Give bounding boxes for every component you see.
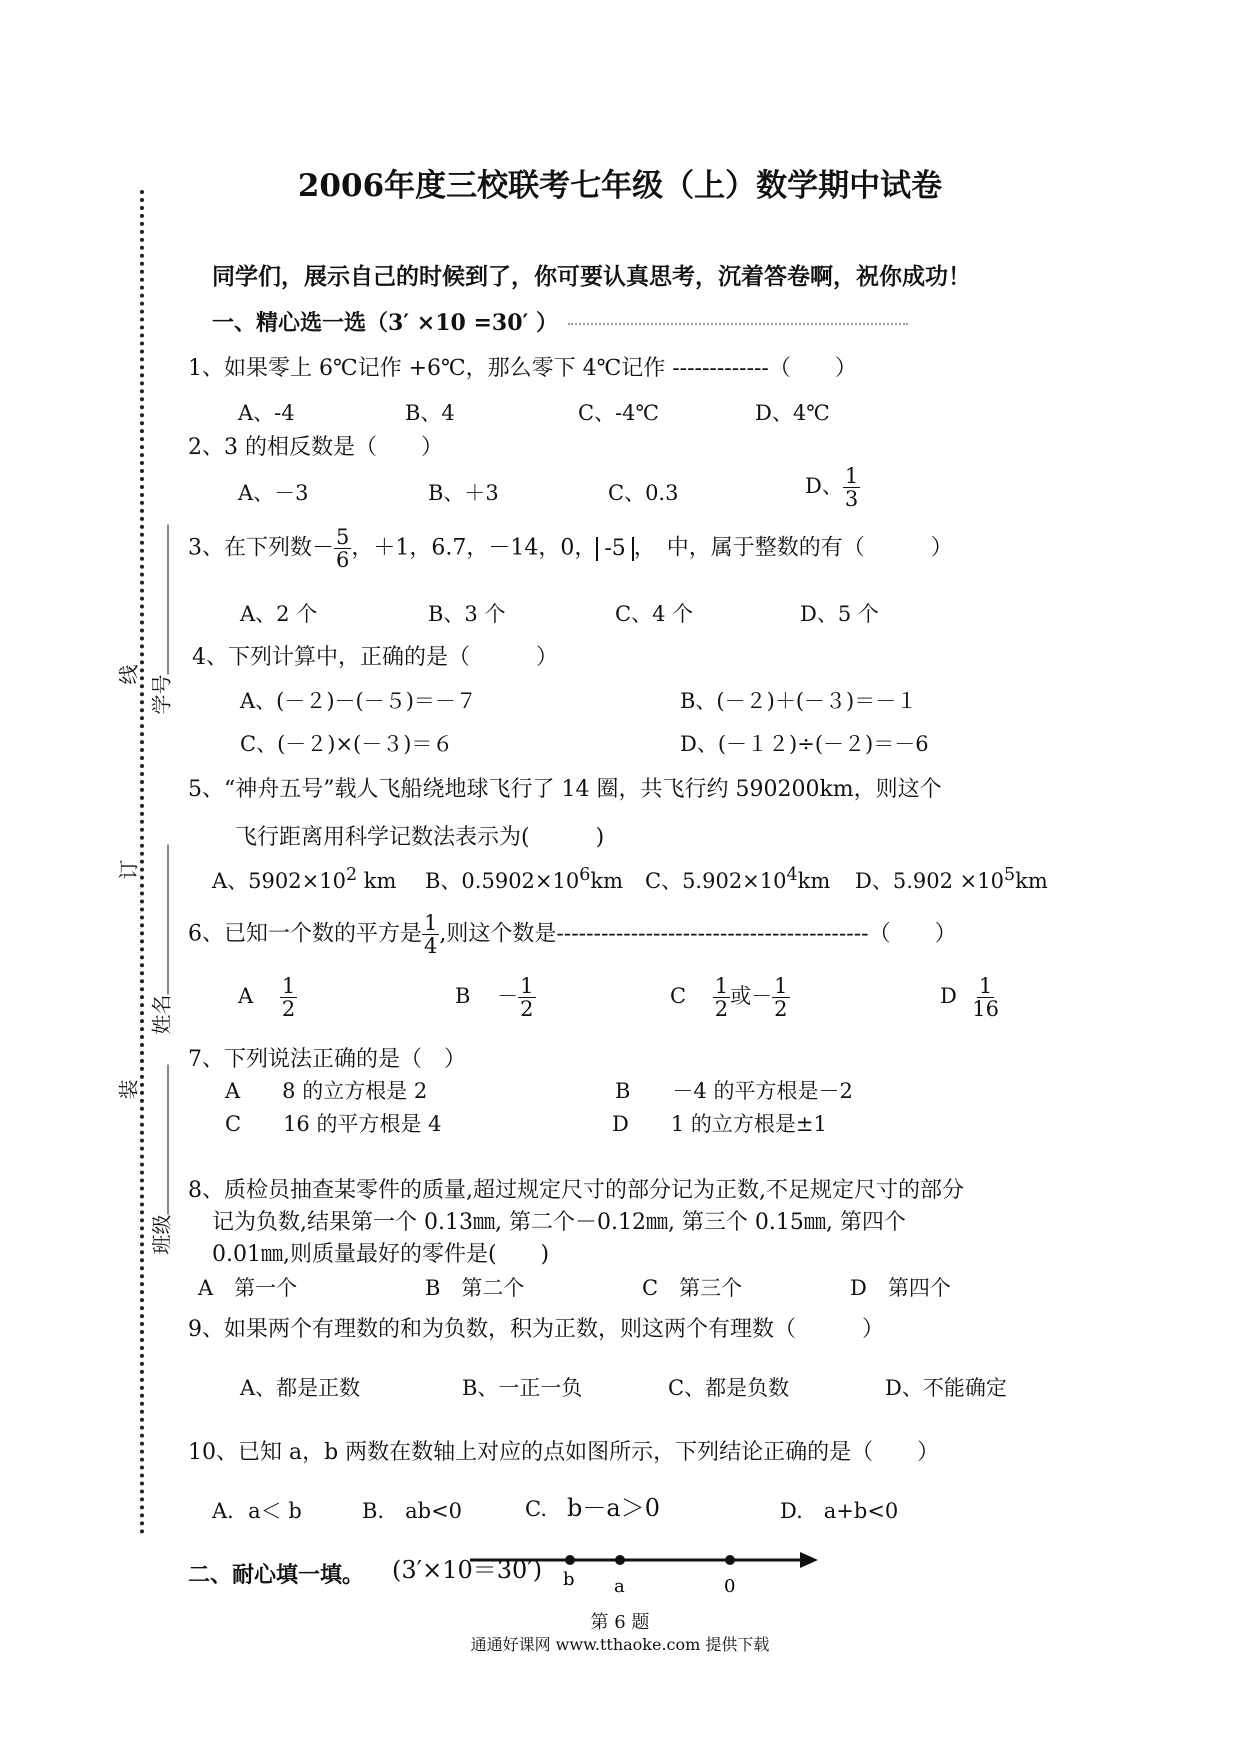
q6-option-a[interactable]: A $\frac{1}{2}$ [238,974,296,1022]
q3-option-d[interactable]: D、5 个 [800,602,879,626]
q9-option-b[interactable]: B、一正一负 [462,1376,583,1400]
q4-option-b[interactable]: B、(－２)＋(－３)＝－１ [680,689,918,713]
q8-option-d[interactable]: D 第四个 [850,1276,951,1300]
q5-option-d[interactable]: D、$5.902 \times 10^5km$ [855,865,1048,893]
q1-option-a[interactable]: A、-4 [238,401,295,425]
label-zero: 0 [724,1576,736,1597]
point-zero [725,1555,735,1565]
motto: 同学们，展示自己的时候到了，你可要认真思考，沉着答卷啊，祝你成功！ [212,263,971,290]
q10-option-a[interactable]: A．a＜ b [212,1499,302,1523]
question-2: 2、3 的相反数是（ ） [188,435,443,460]
class-label: 班级 [149,1214,174,1255]
q9-option-a[interactable]: A、都是正数 [240,1376,361,1400]
q7-option-c[interactable]: C 16 的平方根是 4 [225,1112,442,1136]
q4-option-d[interactable]: D、(－１２)÷(－２)＝－6 [680,732,929,756]
q2-option-c[interactable]: C、0.3 [608,481,679,505]
q1-option-c[interactable]: C、-4℃ [578,401,660,425]
point-b [565,1555,575,1565]
q6-option-c[interactable]: C $\frac{1}{2}$ 或－ $\frac{1}{2}$ [670,974,788,1022]
q7-option-b[interactable]: B －4 的平方根是－2 [615,1079,853,1103]
q2-option-a[interactable]: A、－3 [238,481,309,505]
number-line-arrow-icon [800,1552,818,1568]
number-line-figure [470,1530,820,1610]
q2-option-d[interactable]: D、 $\frac{1}{3}$ [805,464,859,512]
binding-label-xian: 线 [116,664,141,685]
q10-option-c[interactable]: C. b－a＞0 [525,1494,660,1522]
section-1-heading: 一、精心选一选（3′ ×10 =30′ ） [212,306,908,337]
question-9: 9、如果两个有理数的和为负数，积为正数，则这两个有理数（ ） [188,1317,884,1342]
q8-option-a[interactable]: A 第一个 [198,1276,298,1300]
label-a: a [614,1576,625,1597]
section-2-heading: 二、耐心填一填。 [188,1562,365,1588]
figure-caption: 第 6 题 [590,1612,650,1633]
student-name-field[interactable] [146,835,175,1035]
q7-option-a[interactable]: A 8 的立方根是 2 [225,1079,428,1103]
q1-option-d[interactable]: D、4℃ [755,401,830,425]
q5-option-a[interactable]: A、$5902\times 10^2$ km [212,865,397,893]
question-5-line-2: 飞行距离用科学记数法表示为( ) [235,825,605,850]
question-1: 1、如果零上 6℃记作 +6℃，那么零下 4℃记作 -------------（ ） [188,356,857,381]
question-10: 10、已知 a，b 两数在数轴上对应的点如图所示，下列结论正确的是（ ） [188,1440,940,1465]
exam-title: 2006年度三校联考七年级（上）数学期中试卷 [297,168,943,204]
question-8-line-3: 0.01㎜,则质量最好的零件是( ) [212,1242,550,1267]
class-field[interactable] [146,1055,175,1255]
question-4: 4、下列计算中，正确的是（ ） [192,645,558,670]
question-8-line-2: 记为负数,结果第一个 0.13㎜, 第二个－0.12㎜, 第三个 0.15㎜, 第四个 [212,1210,906,1235]
q10-option-b[interactable]: B. ab<0 [362,1499,463,1523]
question-6: 6、已知一个数的平方是 $\frac{1}{4}$ ,则这个数是------------------------------------------（ ） [188,911,957,959]
q3-option-c[interactable]: C、4 个 [615,602,694,626]
q3-option-a[interactable]: A、2 个 [240,602,318,626]
q4-option-c[interactable]: C、(－２)×(－３)＝６ [240,732,454,756]
q10-option-d[interactable]: D. a+b<0 [780,1499,899,1523]
q8-option-b[interactable]: B 第二个 [425,1276,525,1300]
question-5-line-1: 5、“神舟五号”载人飞船绕地球飞行了 14 圈，共飞行约 590200km，则这个 [188,777,942,802]
question-3: 3、在下列数－ $\frac{5}{6}$ ，＋1，6.7，－14，0， -5 ， 中，属于整数的有（ ） [188,525,953,573]
q6-option-d[interactable]: D $\frac{1}{16}$ [940,974,999,1022]
q5-option-c[interactable]: C、$5.902\times 10^4km$ [645,865,831,893]
q4-option-a[interactable]: A、(－２)－(－５)＝－７ [240,689,477,713]
point-a [615,1555,625,1565]
student-name-label: 姓名 [149,994,174,1035]
q7-option-d[interactable]: D 1 的立方根是±1 [612,1112,827,1136]
q2-option-b[interactable]: B、＋3 [428,481,499,505]
question-8-line-1: 8、质检员抽查某零件的质量,超过规定尺寸的部分记为正数,不足规定尺寸的部分 [188,1178,964,1203]
q9-option-d[interactable]: D、不能确定 [885,1376,1007,1400]
question-7: 7、下列说法正确的是（ ） [188,1047,466,1072]
binding-label-ding: 订 [116,859,141,880]
q6-option-b[interactable]: B － $\frac{1}{2}$ [455,974,534,1022]
q1-option-b[interactable]: B、4 [405,401,455,425]
q5-option-b[interactable]: B、$0.5902\times 10^6km$ [425,865,624,893]
q9-option-c[interactable]: C、都是负数 [668,1376,790,1400]
student-number-field[interactable] [146,515,175,715]
q3-option-b[interactable]: B、3 个 [428,602,506,626]
binding-label-zhuang: 装 [116,1079,141,1100]
label-b: b [563,1569,575,1590]
q8-option-c[interactable]: C 第三个 [642,1276,743,1300]
student-number-label: 学号 [149,674,174,715]
footer-source: 通通好课网 www.tthaoke.com 提供下载 [470,1635,770,1654]
section-2-score: (3′×10＝30′) [392,1556,543,1584]
